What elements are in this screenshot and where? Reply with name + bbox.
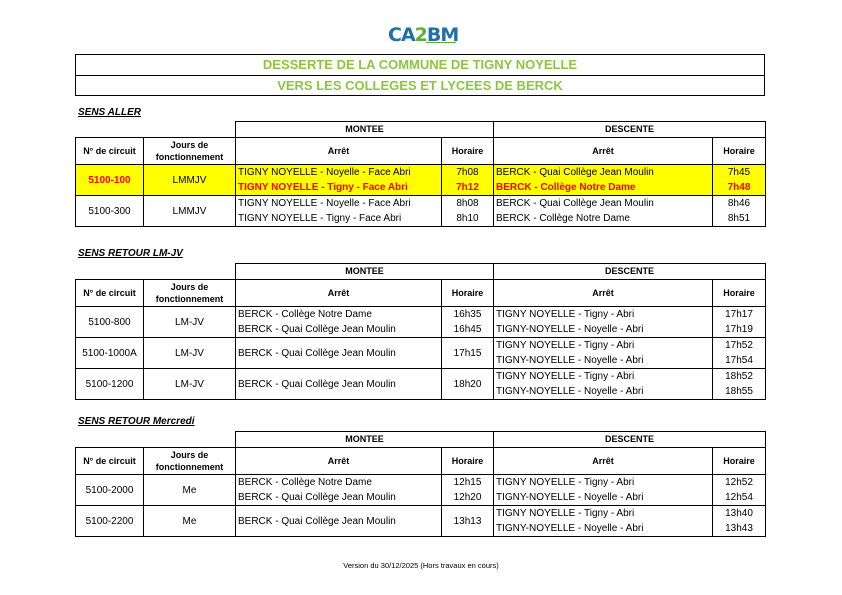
stop-time: 12h20 <box>442 490 494 506</box>
table-row <box>76 338 766 354</box>
stop-name: BERCK - Quai Collège Jean Moulin <box>494 165 713 181</box>
document-title <box>75 54 765 96</box>
circuit-number: 5100-2200 <box>76 506 144 537</box>
stop-name: BERCK - Quai Collège Jean Moulin <box>236 490 442 506</box>
header-descente: DESCENTE <box>494 432 766 448</box>
header-jours: Jours de fonctionnement <box>144 448 236 475</box>
header-arret: Arrêt <box>494 280 713 307</box>
operating-days: LMMJV <box>144 165 236 196</box>
operating-days: Me <box>144 475 236 506</box>
stop-time: 18h20 <box>442 369 494 400</box>
stop-name: BERCK - Collège Notre Dame <box>494 180 713 196</box>
header-arret: Arrêt <box>236 448 442 475</box>
stop-name: BERCK - Quai Collège Jean Moulin <box>236 322 442 338</box>
section-title-aller: SENS ALLER <box>78 107 141 118</box>
table-aller <box>75 121 766 227</box>
stop-time: 8h08 <box>442 196 494 212</box>
circuit-number: 5100-1200 <box>76 369 144 400</box>
stop-time: 17h52 <box>713 338 766 354</box>
stop-name: TIGNY NOYELLE - Tigny - Face Abri <box>236 211 442 227</box>
stop-time: 7h12 <box>442 180 494 196</box>
header-arret: Arrêt <box>494 138 713 165</box>
stop-name: TIGNY-NOYELLE - Noyelle - Abri <box>494 490 713 506</box>
stop-time: 8h51 <box>713 211 766 227</box>
stop-name: BERCK - Quai Collège Jean Moulin <box>236 338 442 369</box>
stop-name: TIGNY-NOYELLE - Noyelle - Abri <box>494 521 713 537</box>
circuit-number: 5100-1000A <box>76 338 144 369</box>
header-horaire: Horaire <box>713 280 766 307</box>
circuit-number: 5100-300 <box>76 196 144 227</box>
header-horaire: Horaire <box>442 138 494 165</box>
stop-name: TIGNY NOYELLE - Tigny - Abri <box>494 475 713 491</box>
ca2bm-logo: CA2BM <box>388 24 458 52</box>
table-row <box>76 196 766 212</box>
stop-time: 12h54 <box>713 490 766 506</box>
stop-name: BERCK - Collège Notre Dame <box>236 475 442 491</box>
header-horaire: Horaire <box>713 448 766 475</box>
header-montee: MONTEE <box>236 264 494 280</box>
stop-time: 13h40 <box>713 506 766 522</box>
stop-name: TIGNY-NOYELLE - Noyelle - Abri <box>494 353 713 369</box>
stop-time: 7h45 <box>713 165 766 181</box>
stop-time: 16h45 <box>442 322 494 338</box>
header-circuit: N° de circuit <box>76 138 144 165</box>
header-jours: Jours de fonctionnement <box>144 280 236 307</box>
stop-time: 17h17 <box>713 307 766 323</box>
stop-time: 16h35 <box>442 307 494 323</box>
stop-time: 7h08 <box>442 165 494 181</box>
stop-time: 12h15 <box>442 475 494 491</box>
header-descente: DESCENTE <box>494 122 766 138</box>
circuit-number: 5100-100 <box>76 165 144 196</box>
stop-name: BERCK - Collège Notre Dame <box>494 211 713 227</box>
stop-time: 13h43 <box>713 521 766 537</box>
logo-underline <box>426 42 456 49</box>
title-line-1: DESSERTE DE LA COMMUNE DE TIGNY NOYELLE <box>262 57 578 72</box>
operating-days: Me <box>144 506 236 537</box>
circuit-number: 5100-2000 <box>76 475 144 506</box>
header-arret: Arrêt <box>494 448 713 475</box>
header-circuit: N° de circuit <box>76 280 144 307</box>
stop-name: TIGNY NOYELLE - Tigny - Abri <box>494 307 713 323</box>
operating-days: LMMJV <box>144 196 236 227</box>
header-montee: MONTEE <box>236 122 494 138</box>
title-line-2: VERS LES COLLEGES ET LYCEES DE BERCK <box>76 75 764 96</box>
header-descente: DESCENTE <box>494 264 766 280</box>
version-footer: Version du 30/12/2025 (Hors travaux en cours) <box>343 561 499 570</box>
stop-time: 12h52 <box>713 475 766 491</box>
stop-name: TIGNY NOYELLE - Tigny - Abri <box>494 506 713 522</box>
table-row <box>76 369 766 385</box>
stop-time: 17h15 <box>442 338 494 369</box>
header-circuit: N° de circuit <box>76 448 144 475</box>
table-row <box>76 506 766 522</box>
header-jours: Jours de fonctionnement <box>144 138 236 165</box>
stop-time: 13h13 <box>442 506 494 537</box>
stop-time: 18h52 <box>713 369 766 385</box>
table-row <box>76 307 766 323</box>
stop-name: TIGNY NOYELLE - Noyelle - Face Abri <box>236 165 442 181</box>
operating-days: LM-JV <box>144 338 236 369</box>
stop-time: 17h19 <box>713 322 766 338</box>
header-arret: Arrêt <box>236 280 442 307</box>
table-row <box>76 165 766 181</box>
section-title-retour-lmjv: SENS RETOUR LM-JV <box>78 248 183 259</box>
stop-name: TIGNY-NOYELLE - Noyelle - Abri <box>494 384 713 400</box>
stop-time: 8h46 <box>713 196 766 212</box>
stop-name: TIGNY NOYELLE - Noyelle - Face Abri <box>236 196 442 212</box>
stop-time: 17h54 <box>713 353 766 369</box>
table-row <box>76 475 766 491</box>
header-horaire: Horaire <box>442 280 494 307</box>
operating-days: LM-JV <box>144 307 236 338</box>
stop-time: 18h55 <box>713 384 766 400</box>
table-retour-lmjv <box>75 263 766 400</box>
stop-name: BERCK - Quai Collège Jean Moulin <box>236 506 442 537</box>
stop-name: TIGNY-NOYELLE - Noyelle - Abri <box>494 322 713 338</box>
stop-name: TIGNY NOYELLE - Tigny - Abri <box>494 338 713 354</box>
table-retour-mercredi <box>75 431 766 537</box>
header-horaire: Horaire <box>442 448 494 475</box>
stop-time: 7h48 <box>713 180 766 196</box>
circuit-number: 5100-800 <box>76 307 144 338</box>
header-arret: Arrêt <box>236 138 442 165</box>
stop-name: BERCK - Quai Collège Jean Moulin <box>494 196 713 212</box>
stop-name: BERCK - Quai Collège Jean Moulin <box>236 369 442 400</box>
stop-name: TIGNY NOYELLE - Tigny - Face Abri <box>236 180 442 196</box>
stop-name: BERCK - Collège Notre Dame <box>236 307 442 323</box>
stop-time: 8h10 <box>442 211 494 227</box>
stop-name: TIGNY NOYELLE - Tigny - Abri <box>494 369 713 385</box>
header-horaire: Horaire <box>713 138 766 165</box>
header-montee: MONTEE <box>236 432 494 448</box>
section-title-retour-mercredi: SENS RETOUR Mercredi <box>78 416 195 427</box>
operating-days: LM-JV <box>144 369 236 400</box>
